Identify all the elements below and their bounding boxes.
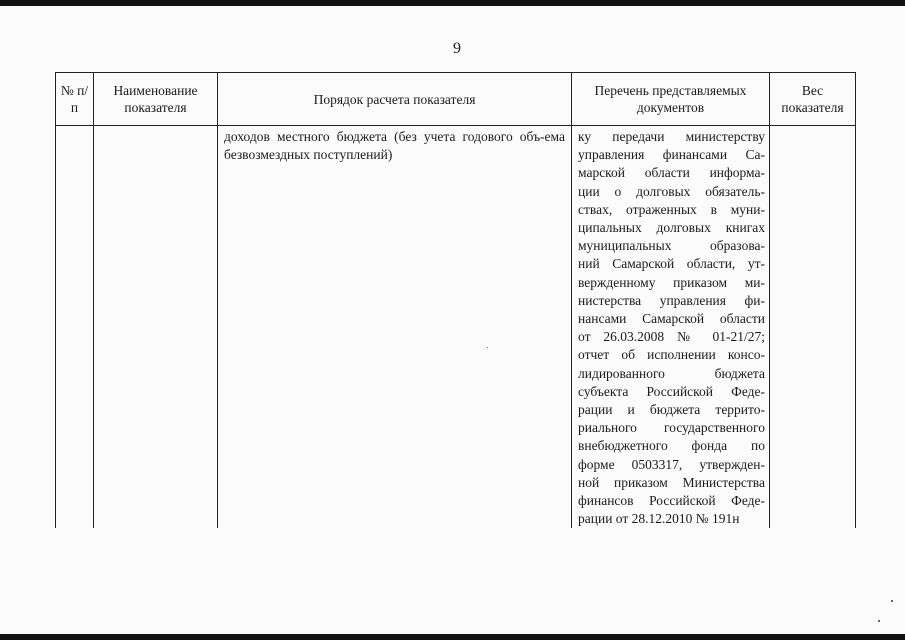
calculation-text: доходов местного бюджета (без учета годового объ-ема безвозмездных поступлений) [224, 129, 565, 162]
cell-calculation-procedure [218, 126, 572, 529]
documents-line: отчет об исполнении консо- [578, 347, 765, 363]
cell-indicator-weight [770, 126, 856, 529]
documents-line: муниципальных образова- [578, 238, 765, 254]
documents-line: управления финансами Са- [578, 147, 765, 163]
scan-speck [878, 620, 880, 622]
documents-line: финансов Российской Феде- [578, 493, 765, 509]
header-number: № п/п [56, 73, 94, 126]
scan-speck [891, 600, 893, 602]
documents-line: субъекта Российской Феде- [578, 383, 765, 399]
documents-line: марской области информа- [578, 165, 765, 181]
cell-documents-list [572, 126, 770, 529]
header-documents-list: Перечень представляемых документов [572, 73, 770, 126]
documents-line: ципальных долговых книгах [578, 220, 765, 236]
documents-line: нансами Самарской области [578, 311, 765, 327]
scan-border-bottom [0, 634, 905, 640]
documents-line: внебюджетного фонда по [578, 438, 765, 454]
indicators-table [55, 72, 856, 528]
table-row [56, 126, 856, 529]
cell-number [56, 126, 94, 529]
documents-line: рации и бюджета террито- [578, 402, 765, 418]
documents-line: рации от 28.12.2010 № 191н [578, 511, 740, 527]
documents-line: ку передачи министерству [578, 129, 765, 144]
header-calculation-procedure: Порядок расчета показателя [218, 73, 572, 126]
table-header-row [56, 73, 856, 126]
documents-line: нистерства управления фи- [578, 292, 765, 308]
documents-text [572, 126, 769, 528]
documents-line: ний Самарской области, ут- [578, 256, 765, 272]
page-number: 9 [453, 40, 461, 57]
documents-line: ствах, отраженных в муни- [578, 201, 765, 217]
documents-line: ции о долговых обязатель- [578, 183, 765, 199]
documents-line: вержденному приказом ми- [578, 274, 765, 290]
scan-border-top [0, 0, 905, 6]
scan-speck [487, 347, 488, 348]
documents-line: лидированного бюджета [578, 365, 765, 381]
documents-line: от 26.03.2008 № 01-21/27; [578, 329, 765, 345]
header-indicator-weight: Вес показателя [770, 73, 856, 126]
header-indicator-name: Наименование показателя [94, 73, 218, 126]
documents-line: ной приказом Министерства [578, 474, 765, 490]
documents-line: риального государственного [578, 420, 765, 436]
documents-line: форме 0503317, утвержден- [578, 456, 765, 472]
cell-indicator-name [94, 126, 218, 529]
